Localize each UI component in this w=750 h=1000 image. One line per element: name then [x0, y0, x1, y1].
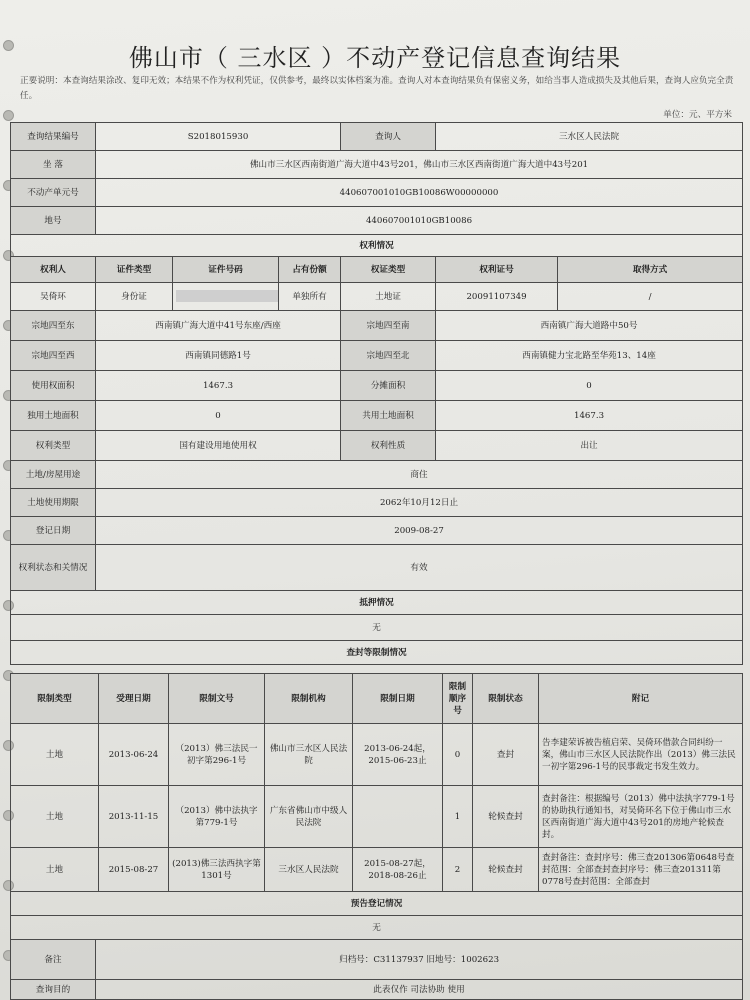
seizure-org: 佛山市三水区人民法院	[265, 724, 353, 786]
seizure-note: 查封备注：根据编号（2013）佛中法执字779-1号的协助执行通知书，对吴倚环名下位于佛山市三水区西南街道广海大道中43号201的房地产轮候查封。	[539, 786, 743, 848]
seizure-date: 2015-08-27	[99, 848, 169, 892]
west-label: 宗地四至西	[11, 341, 96, 371]
seizure-order: 0	[443, 724, 473, 786]
seizure-period	[353, 786, 443, 848]
unit-no: 440607001010GB10086W00000000	[96, 179, 743, 207]
mortgage-section-title: 抵押情况	[11, 591, 743, 615]
rights-header-1: 证件类型	[96, 257, 173, 283]
table-row	[11, 724, 743, 786]
query-person-label: 查询人	[341, 123, 436, 151]
term-label: 土地使用期限	[11, 489, 96, 517]
bottom-table	[10, 891, 743, 1000]
seizure-header-4: 限制日期	[353, 674, 443, 724]
seizure-type: 土地	[11, 848, 99, 892]
term: 2062年10月12日止	[96, 489, 743, 517]
rights-header-2: 证件号码	[173, 257, 279, 283]
common-area-label: 共用土地面积	[341, 401, 436, 431]
remarks-value: 归档号：C31137937 旧地号：1002623	[96, 940, 743, 980]
rights-section-title: 权利情况	[11, 235, 743, 257]
page-title: 佛山市（ 三水区 ）不动产登记信息查询结果	[128, 44, 622, 72]
use-area: 1467.3	[96, 371, 341, 401]
seizure-state: 轮候查封	[473, 848, 539, 892]
east: 西南镇广海大道中41号东座/西座	[96, 311, 341, 341]
seizure-header-0: 限制类型	[11, 674, 99, 724]
query-purpose-value: 此表仅作 司法协助 使用	[96, 980, 743, 1000]
shared-area: 0	[436, 371, 743, 401]
query-person: 三水区人民法院	[436, 123, 743, 151]
seizure-table	[10, 673, 743, 892]
seizure-header-6: 限制状态	[473, 674, 539, 724]
status-label: 权利状态和关情况	[11, 545, 96, 591]
status: 有效	[96, 545, 743, 591]
rights-header-0: 权利人	[11, 257, 96, 283]
seizure-doc: (2013)佛三法西执字第1301号	[169, 848, 265, 892]
location-label: 坐 落	[11, 151, 96, 179]
pre-reg-section-title: 预告登记情况	[11, 892, 743, 916]
rights-header-6: 取得方式	[558, 257, 743, 283]
rights-id-number	[173, 283, 279, 311]
notice-text: 正要说明：本查询结果涂改、复印无效；本结果不作为权利凭证，仅供参考，最终以实体档案为准。查询人对本查询结果负有保密义务，如给当事人造成损失及其他后果，查询人应负完全责任。	[20, 76, 734, 101]
mortgage-value: 无	[11, 615, 743, 641]
redacted-id-number	[176, 290, 279, 302]
table-row	[11, 848, 743, 892]
shared-area-label: 分摊面积	[341, 371, 436, 401]
seizure-header-7: 附记	[539, 674, 743, 724]
query-purpose-label: 查询目的	[11, 980, 96, 1000]
seizure-section-title: 查封等限制情况	[11, 641, 743, 665]
seizure-header-5: 限制顺序号	[443, 674, 473, 724]
seizure-period: 2015-08-27起，2018-08-26止	[353, 848, 443, 892]
seizure-note: 查封备注：查封序号：佛三查201306第0648号查封范围：全部查封查封序号：佛三查201311第0778号查封范围：全部查封	[539, 848, 743, 892]
rights-header-3: 占有份额	[279, 257, 341, 283]
rights-method: /	[558, 283, 743, 311]
seizure-type: 土地	[11, 786, 99, 848]
seizure-org: 广东省佛山市中级人民法院	[265, 786, 353, 848]
rights-id-type: 身份证	[96, 283, 173, 311]
rights-share: 单独所有	[279, 283, 341, 311]
north: 西南镇健力宝北路至华苑13、14座	[436, 341, 743, 371]
unit-label: 单位：元、平方米	[663, 110, 732, 120]
west: 西南镇同德路1号	[96, 341, 341, 371]
rights-header-5: 权利证号	[436, 257, 558, 283]
seizure-org: 三水区人民法院	[265, 848, 353, 892]
rights-cert-type: 土地证	[341, 283, 436, 311]
rights-cert-no: 20091107349	[436, 283, 558, 311]
info-table	[10, 122, 743, 665]
purpose-label: 土地/房屋用途	[11, 461, 96, 489]
table-row	[11, 786, 743, 848]
query-no-label: 查询结果编号	[11, 123, 96, 151]
seizure-header-3: 限制机构	[265, 674, 353, 724]
seizure-date: 2013-11-15	[99, 786, 169, 848]
seizure-period: 2013-06-24起，2015-06-23止	[353, 724, 443, 786]
pre-reg-value: 无	[11, 916, 743, 940]
exclusive-area: 0	[96, 401, 341, 431]
east-label: 宗地四至东	[11, 311, 96, 341]
seizure-type: 土地	[11, 724, 99, 786]
remarks-label: 备注	[11, 940, 96, 980]
seizure-doc: （2013）佛中法执字第779-1号	[169, 786, 265, 848]
seizure-header-1: 受理日期	[99, 674, 169, 724]
right-type-label: 权利类型	[11, 431, 96, 461]
exclusive-area-label: 独用土地面积	[11, 401, 96, 431]
unit-no-label: 不动产单元号	[11, 179, 96, 207]
parcel: 440607001010GB10086	[96, 207, 743, 235]
rights-holder: 吴倚环	[11, 283, 96, 311]
north-label: 宗地四至北	[341, 341, 436, 371]
reg-date: 2009-08-27	[96, 517, 743, 545]
seizure-order: 2	[443, 848, 473, 892]
south-label: 宗地四至南	[341, 311, 436, 341]
location: 佛山市三水区西南街道广海大道中43号201，佛山市三水区西南街道广海大道中43号201	[96, 151, 743, 179]
parcel-label: 地号	[11, 207, 96, 235]
seizure-state: 查封	[473, 724, 539, 786]
seizure-doc: （2013）佛三法民一初字第296-1号	[169, 724, 265, 786]
query-no: S2018015930	[96, 123, 341, 151]
right-nature-label: 权利性质	[341, 431, 436, 461]
use-area-label: 使用权面积	[11, 371, 96, 401]
seizure-state: 轮候查封	[473, 786, 539, 848]
right-nature: 出让	[436, 431, 743, 461]
seizure-order: 1	[443, 786, 473, 848]
seizure-note: 告李建荣诉被告植启荣、吴倚环借款合同纠纷一案，佛山市三水区人民法院作出（2013）佛三法民一初字第296-1号的民事裁定书发生效力。	[539, 724, 743, 786]
reg-date-label: 登记日期	[11, 517, 96, 545]
purpose: 商住	[96, 461, 743, 489]
right-type: 国有建设用地使用权	[96, 431, 341, 461]
rights-header-4: 权证类型	[341, 257, 436, 283]
seizure-date: 2013-06-24	[99, 724, 169, 786]
seizure-header-2: 限制文号	[169, 674, 265, 724]
common-area: 1467.3	[436, 401, 743, 431]
south: 西南镇广海大道路中50号	[436, 311, 743, 341]
